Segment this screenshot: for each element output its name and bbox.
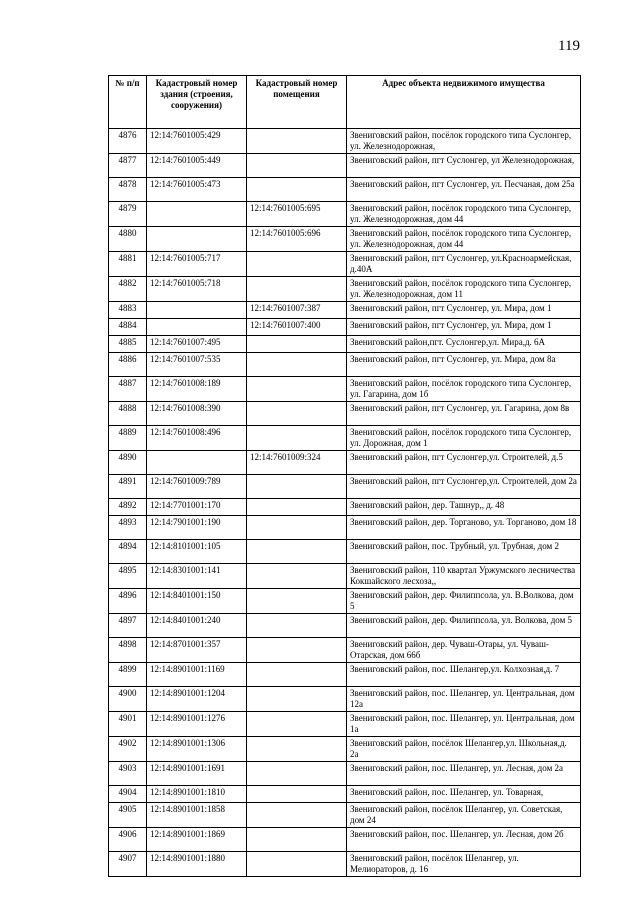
row-number: 4897 (109, 614, 147, 638)
table-row (109, 540, 581, 564)
table-row (109, 336, 581, 353)
room-cadastral-number (247, 499, 347, 516)
table-row (109, 786, 581, 803)
row-number: 4895 (109, 564, 147, 589)
table-body (109, 129, 581, 877)
object-address: Звениговский район, пгт Суслонгер, ул. Мира, дом 1 (347, 302, 581, 319)
building-cadastral-number: 12:14:8401001:240 (147, 614, 247, 638)
room-cadastral-number (247, 762, 347, 786)
page-number: 119 (558, 38, 580, 54)
row-number: 4884 (109, 319, 147, 336)
table-row (109, 319, 581, 336)
building-cadastral-number: 12:14:8901001:1880 (147, 852, 247, 877)
room-cadastral-number (247, 377, 347, 402)
table-row (109, 402, 581, 426)
table-row (109, 663, 581, 687)
property-register-table (108, 75, 581, 877)
building-cadastral-number: 12:14:7601005:717 (147, 252, 247, 277)
room-cadastral-number (247, 540, 347, 564)
header-address: Адрес объекта недвижимого имущества (347, 76, 581, 129)
table-row (109, 852, 581, 877)
room-cadastral-number (247, 475, 347, 499)
building-cadastral-number: 12:14:7601008:390 (147, 402, 247, 426)
building-cadastral-number: 12:14:8901001:1169 (147, 663, 247, 687)
row-number: 4881 (109, 252, 147, 277)
object-address: Звениговский район, пгт Суслонгер, ул. Песчаная, дом 25а (347, 178, 581, 202)
object-address: Звениговский район, посёлок городского типа Суслонгер, ул. Железнодорожная, (347, 129, 581, 154)
table-row (109, 828, 581, 852)
table-row (109, 202, 581, 227)
row-number: 4889 (109, 426, 147, 451)
building-cadastral-number (147, 202, 247, 227)
object-address: Звениговский район, пос. Шелангер, ул. Лесная, дом 2б (347, 828, 581, 852)
object-address: Звениговский район, пос. Шелангер, ул. Центральная, дом 1а (347, 712, 581, 737)
object-address: Звениговский район, пос. Шелангер, ул. Товарная, (347, 786, 581, 803)
row-number: 4892 (109, 499, 147, 516)
row-number: 4906 (109, 828, 147, 852)
building-cadastral-number: 12:14:7601005:718 (147, 277, 247, 302)
row-number: 4887 (109, 377, 147, 402)
row-number: 4886 (109, 353, 147, 377)
room-cadastral-number (247, 803, 347, 828)
object-address: Звениговский район, посёлок городского типа Суслонгер, ул. Железнодорожная, дом 44 (347, 202, 581, 227)
object-address: Звениговский район, посёлок городского типа Суслонгер, ул. Дорожная, дом 1 (347, 426, 581, 451)
object-address: Звениговский район, пос. Шелангер, ул. Центральная, дом 12а (347, 687, 581, 712)
building-cadastral-number: 12:14:8101001:105 (147, 540, 247, 564)
room-cadastral-number (247, 129, 347, 154)
object-address: Звениговский район, пгт Суслонгер, ул Железнодорожная, (347, 154, 581, 178)
row-number: 4901 (109, 712, 147, 737)
building-cadastral-number (147, 302, 247, 319)
table-row (109, 516, 581, 540)
object-address: Звениговский район,пгт. Суслонгер,ул. Мира,д. 6А (347, 336, 581, 353)
object-address: Звениговский район, пгт Суслонгер, ул.Красноармейская, д.40А (347, 252, 581, 277)
row-number: 4905 (109, 803, 147, 828)
table-row (109, 614, 581, 638)
row-number: 4903 (109, 762, 147, 786)
building-cadastral-number: 12:14:8301001:141 (147, 564, 247, 589)
object-address: Звениговский район, посёлок городского типа Суслонгер, ул. Железнодорожная, дом 44 (347, 227, 581, 252)
table-row (109, 687, 581, 712)
table-row (109, 129, 581, 154)
room-cadastral-number (247, 687, 347, 712)
table-row (109, 564, 581, 589)
object-address: Звениговский район, пгт Суслонгер, ул. Мира, дом 1 (347, 319, 581, 336)
room-cadastral-number (247, 252, 347, 277)
table-row (109, 227, 581, 252)
object-address: Звениговский район, посёлок городского типа Суслонгер, ул. Гагарина, дом 1б (347, 377, 581, 402)
object-address: Звениговский район, пос. Шелангер,ул. Колхозная,д. 7 (347, 663, 581, 687)
building-cadastral-number: 12:14:7601008:189 (147, 377, 247, 402)
room-cadastral-number (247, 712, 347, 737)
room-cadastral-number (247, 828, 347, 852)
building-cadastral-number: 12:14:7701001:170 (147, 499, 247, 516)
row-number: 4885 (109, 336, 147, 353)
row-number: 4878 (109, 178, 147, 202)
object-address: Звениговский район, посёлок городского типа Суслонгер, ул. Железнодорожная, дом 11 (347, 277, 581, 302)
object-address: Звениговский район, дер. Филиппсола, ул. В.Волкова, дом 5 (347, 589, 581, 614)
object-address: Звениговский район, дер. Чуваш-Отары, ул. Чуваш-Отарская, дом 66б (347, 638, 581, 663)
room-cadastral-number (247, 178, 347, 202)
room-cadastral-number (247, 614, 347, 638)
object-address: Звениговский район, посёлок Шелангер,ул. Школьная,д. 2а (347, 737, 581, 762)
room-cadastral-number (247, 638, 347, 663)
object-address: Звениговский район, пгт Суслонгер,ул. Строителей, дом 2а (347, 475, 581, 499)
object-address: Звениговский район, посёлок Шелангер, ул. Мелиораторов, д. 16 (347, 852, 581, 877)
row-number: 4888 (109, 402, 147, 426)
room-cadastral-number (247, 353, 347, 377)
building-cadastral-number (147, 227, 247, 252)
room-cadastral-number: 12:14:7601005:695 (247, 202, 347, 227)
row-number: 4877 (109, 154, 147, 178)
row-number: 4880 (109, 227, 147, 252)
building-cadastral-number: 12:14:8901001:1810 (147, 786, 247, 803)
object-address: Звениговский район, пос. Шелангер, ул. Лесная, дом 2а (347, 762, 581, 786)
row-number: 4902 (109, 737, 147, 762)
building-cadastral-number (147, 319, 247, 336)
row-number: 4876 (109, 129, 147, 154)
table-row (109, 638, 581, 663)
room-cadastral-number: 12:14:7601007:400 (247, 319, 347, 336)
room-cadastral-number: 12:14:7601005:696 (247, 227, 347, 252)
table-row (109, 475, 581, 499)
table-row (109, 277, 581, 302)
building-cadastral-number: 12:14:8901001:1204 (147, 687, 247, 712)
object-address: Звениговский район, дер. Ташнур,, д. 48 (347, 499, 581, 516)
row-number: 4883 (109, 302, 147, 319)
object-address: Звениговский район, посёлок Шелангер, ул. Советская, дом 24 (347, 803, 581, 828)
building-cadastral-number: 12:14:7901001:190 (147, 516, 247, 540)
building-cadastral-number: 12:14:7601005:429 (147, 129, 247, 154)
table-row (109, 252, 581, 277)
building-cadastral-number: 12:14:8901001:1858 (147, 803, 247, 828)
object-address: Звениговский район, пгт Суслонгер, ул. Гагарина, дом 8в (347, 402, 581, 426)
table-row (109, 353, 581, 377)
room-cadastral-number (247, 786, 347, 803)
row-number: 4900 (109, 687, 147, 712)
room-cadastral-number (247, 277, 347, 302)
header-number: № п/п (109, 76, 147, 129)
building-cadastral-number: 12:14:7601007:495 (147, 336, 247, 353)
object-address: Звениговский район, пос. Трубный, ул. Трубная, дом 2 (347, 540, 581, 564)
row-number: 4904 (109, 786, 147, 803)
row-number: 4879 (109, 202, 147, 227)
building-cadastral-number: 12:14:7601007:535 (147, 353, 247, 377)
object-address: Звениговский район, дер. Филиппсола, ул. Волкова, дом 5 (347, 614, 581, 638)
row-number: 4894 (109, 540, 147, 564)
room-cadastral-number (247, 564, 347, 589)
row-number: 4896 (109, 589, 147, 614)
building-cadastral-number: 12:14:7601005:473 (147, 178, 247, 202)
room-cadastral-number (247, 589, 347, 614)
row-number: 4899 (109, 663, 147, 687)
table-row (109, 178, 581, 202)
table-row (109, 712, 581, 737)
table-row (109, 499, 581, 516)
building-cadastral-number: 12:14:7601008:496 (147, 426, 247, 451)
row-number: 4907 (109, 852, 147, 877)
row-number: 4893 (109, 516, 147, 540)
room-cadastral-number (247, 154, 347, 178)
object-address: Звениговский район, дер. Торганово, ул. Торганово, дом 18 (347, 516, 581, 540)
building-cadastral-number: 12:14:8901001:1691 (147, 762, 247, 786)
table-row (109, 154, 581, 178)
room-cadastral-number (247, 336, 347, 353)
room-cadastral-number (247, 516, 347, 540)
room-cadastral-number: 12:14:7601009:324 (247, 451, 347, 475)
room-cadastral-number: 12:14:7601007:387 (247, 302, 347, 319)
row-number: 4898 (109, 638, 147, 663)
object-address: Звениговский район, 110 квартал Уржумского лесничества Кокшайского лесхоза,, (347, 564, 581, 589)
header-room-cadastral: Кадастровый номер помещения (247, 76, 347, 129)
row-number: 4891 (109, 475, 147, 499)
building-cadastral-number: 12:14:8701001:357 (147, 638, 247, 663)
object-address: Звениговский район, пгт Суслонгер,ул. Строителей, д.5 (347, 451, 581, 475)
building-cadastral-number: 12:14:8401001:150 (147, 589, 247, 614)
table-row (109, 737, 581, 762)
building-cadastral-number: 12:14:8901001:1276 (147, 712, 247, 737)
table-row (109, 451, 581, 475)
table-row (109, 426, 581, 451)
room-cadastral-number (247, 852, 347, 877)
table-row (109, 377, 581, 402)
row-number: 4890 (109, 451, 147, 475)
building-cadastral-number: 12:14:7601005:449 (147, 154, 247, 178)
table-row (109, 589, 581, 614)
object-address: Звениговский район, пгт Суслонгер, ул. Мира, дом 8а (347, 353, 581, 377)
room-cadastral-number (247, 663, 347, 687)
table-row (109, 302, 581, 319)
header-building-cadastral: Кадастровый номер здания (строения, сооружения) (147, 76, 247, 129)
room-cadastral-number (247, 402, 347, 426)
building-cadastral-number: 12:14:7601009:789 (147, 475, 247, 499)
table-row (109, 762, 581, 786)
room-cadastral-number (247, 426, 347, 451)
room-cadastral-number (247, 737, 347, 762)
table-row (109, 803, 581, 828)
building-cadastral-number: 12:14:8901001:1869 (147, 828, 247, 852)
building-cadastral-number: 12:14:8901001:1306 (147, 737, 247, 762)
row-number: 4882 (109, 277, 147, 302)
table-header-row (109, 76, 581, 129)
building-cadastral-number (147, 451, 247, 475)
